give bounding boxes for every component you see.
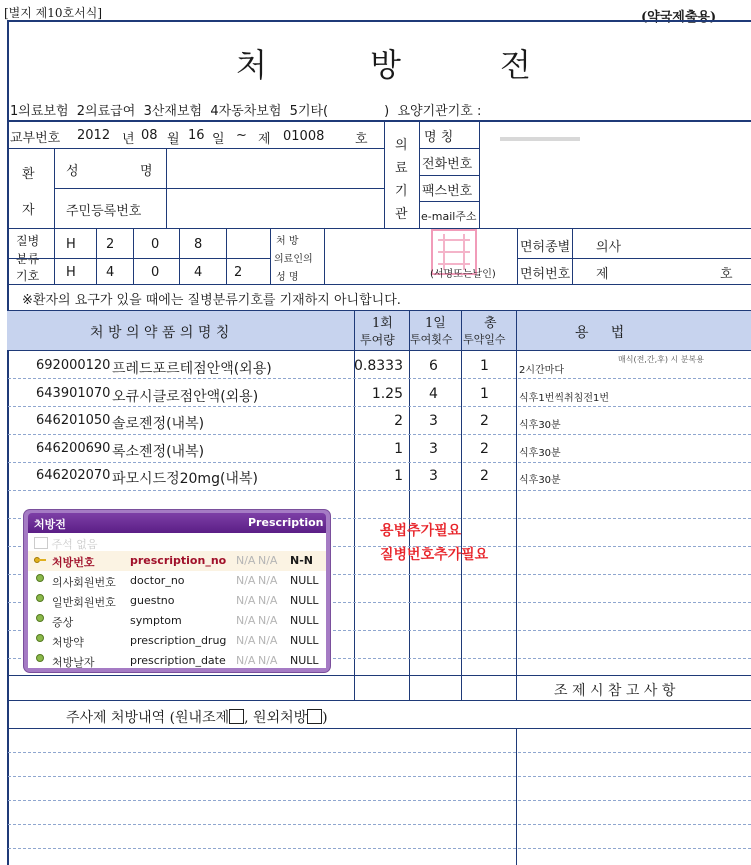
drug-code: 646201050 [36,413,111,428]
institution-phone-label: 전화번호 [422,157,473,172]
disease-code-1-2: 2 [106,237,115,252]
drug-times: 3 [429,440,438,457]
usage-note: 매식(전,간,후) 시 분복용 [618,355,704,364]
drug-name: 록소젠정(내복) [112,443,205,460]
drug-usage: 식후30분 [519,475,561,486]
insurance-other-close: ) [384,104,390,119]
drug-name: 솔로젠정(내복) [112,416,205,432]
db-field-null: NULL [290,634,319,647]
drug-code: 692000120 [36,358,111,373]
redacted-institution-name [500,137,580,141]
institution-email-label: e-mail주소 [421,210,477,223]
db-field-na-1: N/A [236,654,256,667]
drug-days: 1 [480,385,489,402]
injection-text-2: , 원외처방 [244,710,308,726]
drug-name: 오큐시클로점안액(외용) [112,388,259,405]
db-field-row[interactable] [28,651,326,671]
db-field-null: NULL [290,654,319,667]
disease-code-2-4: 4 [194,265,203,280]
db-field-row[interactable] [28,591,326,611]
institution-side-3: 기 [395,184,408,199]
disease-code-1-1: H [66,237,76,252]
disease-code-2-2: 4 [106,265,115,280]
db-field-na-2: N/A [258,554,278,567]
insurance-auto[interactable]: 4자동차보험 [210,104,282,119]
db-field-na-1: N/A [236,594,256,607]
db-field-kr: 의사회원번호 [52,576,116,589]
title-char-1: 처 [236,46,267,84]
outside-checkbox[interactable] [307,709,322,724]
header-once-2: 투여량 [360,333,395,347]
header-drug-name: 처 방 의 약 품 의 명 칭 [90,325,230,341]
issue-label: 교부번호 [10,131,61,146]
drug-times: 3 [429,468,438,484]
institution-fax-label: 팩스번호 [422,184,473,199]
drug-days: 2 [480,440,489,457]
insurance-medical[interactable]: 1의료보험 [10,104,69,119]
drug-dose: 1.25 [371,385,403,402]
insurance-options [10,100,481,119]
header-once-1: 1회 [372,316,393,331]
annotation-disease-needed: 질병번호추가필요 [380,547,489,563]
disease-code-2-3: 0 [151,265,160,280]
patient-name-label-2: 명 [140,164,153,179]
doctor-label-2: 의료인의 [274,254,313,265]
header-daily-1: 1일 [425,316,446,331]
db-field-na-1: N/A [236,634,256,647]
institution-side-1: 의 [395,138,408,153]
db-field-na-1: N/A [236,554,256,567]
db-field-kr: 처방날자 [52,656,95,669]
issue-day: 16 [188,128,205,143]
key-icon [34,556,46,564]
column-icon [36,654,44,662]
db-field-null: NULL [290,574,319,587]
drug-days: 1 [480,358,489,374]
db-field-kr: 처방번호 [52,556,95,569]
copy-type-tag: (약국제출용) [641,10,717,25]
institution-side-2: 료 [395,161,408,176]
sign-label: (서명또는날인) [430,269,496,280]
db-field-null: N-N [290,554,313,567]
column-icon [36,574,44,582]
license-type-value: 의사 [596,240,622,255]
drug-usage: 식후30분 [519,447,561,459]
db-field-na-2: N/A [258,574,278,587]
issue-year-suffix: 년 [122,132,135,147]
issue-je: 제 [258,132,271,147]
drug-code: 643901070 [36,385,111,401]
db-panel-comment [34,536,98,552]
db-panel-title-bar[interactable] [28,513,326,533]
column-icon [36,594,44,602]
drug-code: 646202070 [36,468,111,483]
institution-code-label: 요양기관기호 : [397,104,482,119]
doctor-label-1: 처 방 [276,236,299,247]
drug-days: 2 [480,413,489,429]
db-field-kr: 증상 [52,616,74,629]
db-field-na-2: N/A [258,634,278,647]
db-panel-body [28,533,326,668]
annotation-usage-needed: 용법추가필요 [380,523,462,539]
db-field-na-2: N/A [258,614,278,627]
db-field-row[interactable] [28,571,326,591]
db-field-na-2: N/A [258,594,278,607]
header-daily-2: 투여횟수 [410,333,453,346]
db-field-kr: 처방약 [52,636,84,649]
insurance-industrial[interactable]: 3산재보험 [143,104,203,119]
drug-code: 646200690 [36,440,111,456]
notice-text: ※환자의 요구가 있을 때에는 질병분류기호를 기재하지 아니합니다. [22,293,401,308]
drug-usage: 식후30분 [519,420,561,431]
db-field-en: prescription_drug [130,634,227,647]
db-panel-comment-text: 주석 없음 [51,538,98,551]
issue-month-suffix: 월 [167,132,180,147]
issue-tilde: ~ [236,128,247,143]
db-field-kr: 일반회원번호 [52,596,116,609]
header-total-1: 총 [484,316,497,331]
title-char-3: 전 [500,46,531,84]
drug-times: 4 [429,385,438,402]
insurance-aid[interactable]: 2의료급여 [76,104,136,119]
db-field-en: prescription_date [130,654,226,667]
injection-line [66,707,328,727]
title-char-2: 방 [370,46,401,84]
license-no-ho: 호 [720,267,733,282]
db-field-row[interactable] [28,631,326,651]
patient-name-label-1: 성 [66,164,79,179]
db-field-en: prescription_no [130,554,227,567]
institution-name-label: 명 칭 [424,130,454,145]
db-field-en: guestno [130,594,175,607]
db-field-row[interactable] [28,551,326,571]
db-field-row[interactable] [28,611,326,631]
drug-times: 6 [429,358,438,374]
patient-side-label-2: 자 [22,203,35,218]
db-field-null: NULL [290,594,319,607]
form-number-tag: [별지 제10호서식] [4,6,102,20]
insurance-other[interactable]: 5기타( [289,104,329,119]
issue-year: 2012 [77,128,111,143]
patient-side-label-1: 환 [22,167,35,182]
drug-dose: 0.8333 [354,358,403,374]
drug-days: 2 [480,468,489,484]
db-field-na-2: N/A [258,654,278,667]
drug-usage: 식후1번씩취침전1번 [519,392,610,404]
disease-code-1-4: 8 [194,237,203,252]
disease-label-2: 분류 [16,252,40,266]
license-type-label: 면허종별 [520,240,571,255]
doctor-label-3: 성 명 [276,272,299,283]
header-total-2: 투약일수 [463,333,506,346]
db-field-en: doctor_no [130,574,185,587]
in-house-checkbox[interactable] [229,709,244,724]
drug-usage: 2시간마다 [519,365,565,376]
column-icon [36,634,44,642]
issue-number: 01008 [283,129,325,144]
institution-side-4: 관 [395,207,408,222]
column-icon [36,614,44,622]
injection-text-3: ) [322,710,328,726]
db-panel-title-kr: 처방전 [34,518,66,531]
drug-dose: 1 [394,440,403,457]
issue-ho: 호 [355,132,368,147]
db-field-en: symptom [130,614,182,627]
disease-code-2-1: H [66,265,76,280]
disease-label-1: 질병 [16,234,40,248]
db-field-null: NULL [290,614,319,627]
drug-dose: 1 [394,468,403,484]
disease-code-2-5: 2 [234,265,243,280]
drug-name: 파모시드정20mg(내복) [112,471,258,487]
drug-name: 프레드포르테점안액(외용) [112,361,272,377]
disease-label-3: 기호 [16,269,40,283]
pharmacy-notes-label: 조 제 시 참 고 사 항 [554,683,676,699]
patient-rrn-label: 주민등록번호 [66,204,142,219]
injection-text-1: 주사제 처방내역 (원내조제 [66,710,230,726]
db-field-na-1: N/A [236,574,256,587]
disease-code-1-3: 0 [151,237,160,252]
db-field-na-1: N/A [236,614,256,627]
db-panel-title-en: Prescription [248,516,324,529]
drug-dose: 2 [394,413,403,429]
issue-month: 08 [141,128,158,143]
issue-day-suffix: 일 [212,132,225,147]
drug-times: 3 [429,413,438,429]
comment-icon [34,537,48,549]
db-entity-panel[interactable] [24,510,330,672]
license-no-je: 제 [596,267,609,282]
license-no-label: 면허번호 [520,267,571,282]
header-usage: 용 법 [575,325,625,341]
